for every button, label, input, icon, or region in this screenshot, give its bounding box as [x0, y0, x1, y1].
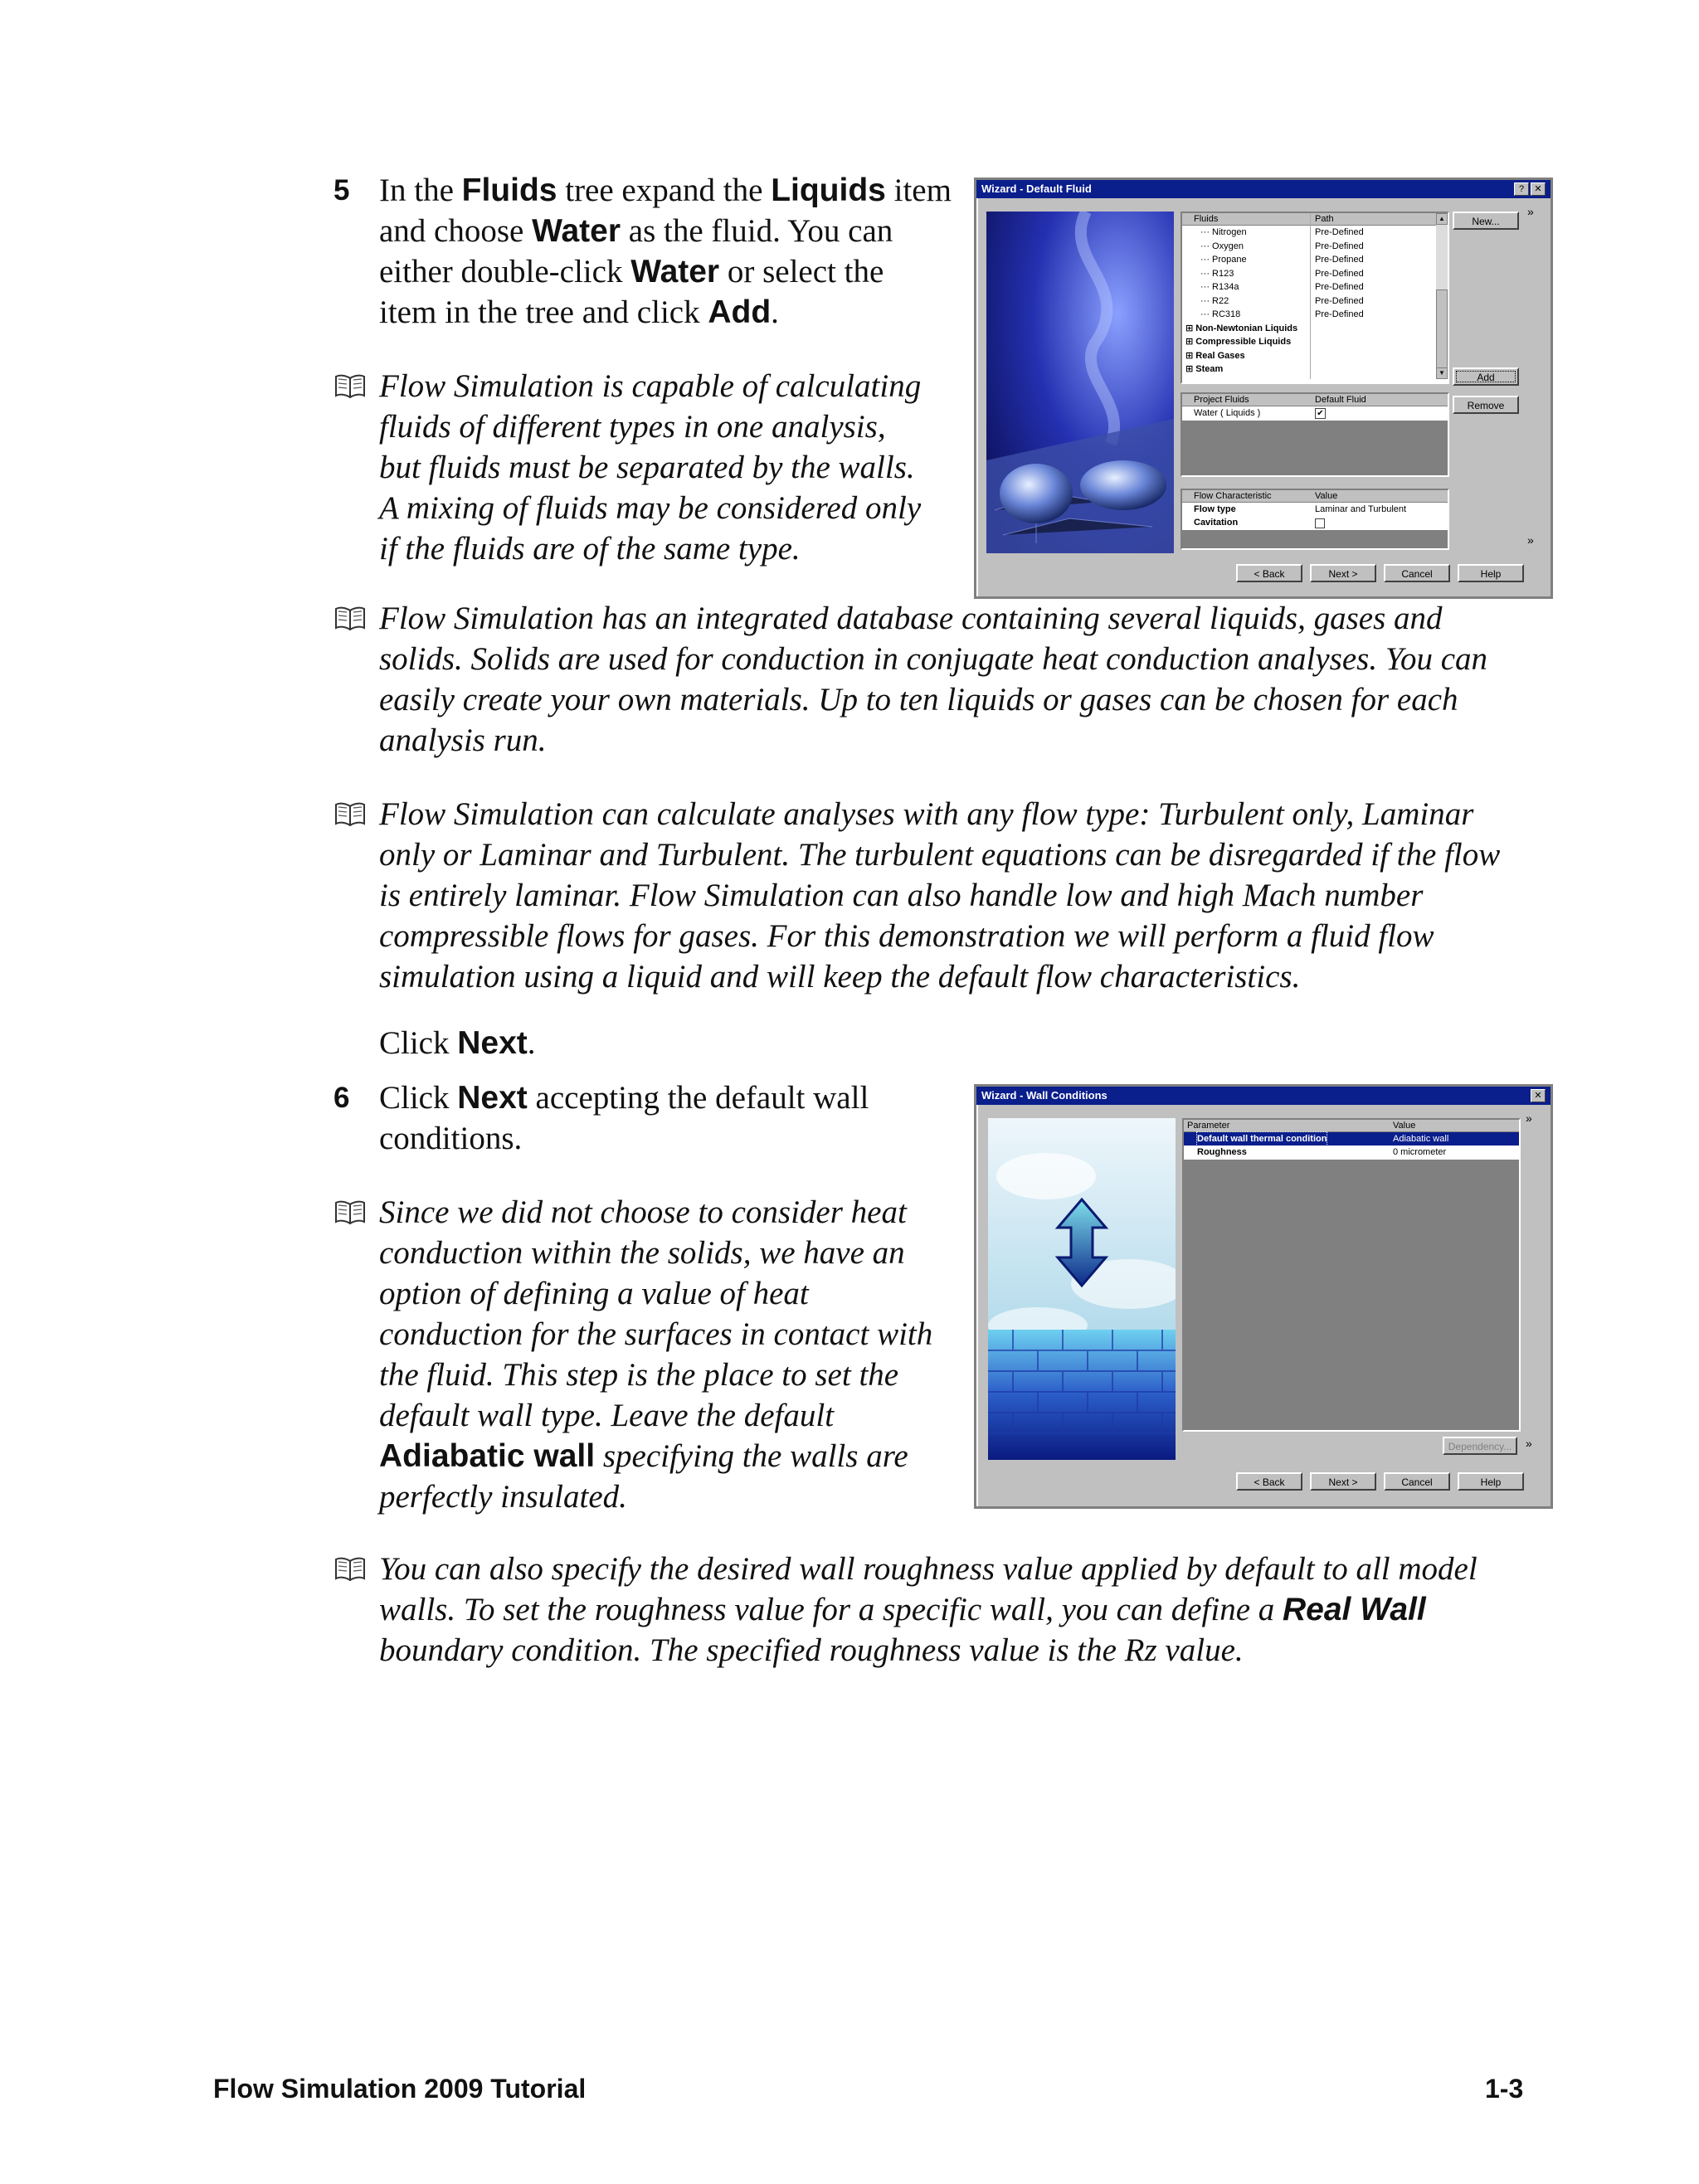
expand-icon[interactable]: »: [1526, 1437, 1532, 1450]
expand-icon[interactable]: »: [1526, 1111, 1532, 1125]
dialog-title: Wizard - Default Fluid: [976, 180, 1551, 198]
cavitation-checkbox: [1315, 518, 1325, 528]
cancel-button[interactable]: Cancel: [1384, 564, 1450, 582]
fluid-tree-item[interactable]: ··· RC318 Pre-Defined: [1200, 309, 1364, 319]
step-number: 5: [333, 174, 350, 207]
flow-characteristic-row[interactable]: Flow type Laminar and Turbulent: [1194, 504, 1407, 514]
wizard-wall-conditions-dialog: [974, 1084, 1553, 1509]
wizard-default-fluid-dialog: [974, 178, 1553, 599]
step-6-text: Click Next accepting the default wall conditions.: [379, 1080, 869, 1156]
wall-parameter-row[interactable]: Default wall thermal condition Adiabatic wall: [1184, 1132, 1519, 1146]
add-button[interactable]: Add: [1453, 367, 1519, 386]
cancel-button[interactable]: Cancel: [1384, 1472, 1450, 1491]
help-title-button[interactable]: ?: [1514, 182, 1529, 196]
flow-characteristic-row[interactable]: Cavitation: [1182, 516, 1448, 529]
note-capable-fluids: Flow Simulation is capable of calculating fluids of different types in one analysis, but fluids must be separated by the walls. A mixing of fluids may be considered only if the fluids are of the same type.: [379, 368, 922, 567]
next-button[interactable]: Next >: [1310, 1472, 1376, 1491]
fluids-scrollbar[interactable]: ▲ ▼: [1436, 213, 1448, 379]
wall-parameters-table[interactable]: Parameter Value Default wall thermal condition Adiabatic wall Roughness 0 micrometer: [1182, 1118, 1521, 1432]
book-icon: [334, 374, 366, 403]
default-fluid-checkbox: ✔: [1315, 408, 1326, 419]
note-wall-roughness: You can also specify the desired wall roughness value applied by default to all model walls. To set the roughness value for a specific wall, you can define a Real Wall boundary condition. The specified roughness value is the Rz value.: [379, 1551, 1477, 1668]
fluid-tree-item[interactable]: ··· Nitrogen Pre-Defined: [1200, 227, 1364, 237]
footer-title: Flow Simulation 2009 Tutorial: [213, 2074, 587, 2104]
dependency-button[interactable]: Dependency...: [1443, 1437, 1517, 1455]
wall-parameter-row[interactable]: Roughness 0 micrometer: [1197, 1147, 1447, 1157]
new-button[interactable]: New...: [1453, 212, 1519, 230]
step-number: 6: [333, 1082, 350, 1114]
project-fluids-list[interactable]: Project Fluids Default Fluid Water ( Liquids ) ✔: [1181, 392, 1449, 477]
wizard-image: [988, 1118, 1176, 1460]
dialog-title: Wizard - Wall Conditions: [976, 1087, 1551, 1105]
book-icon: [334, 802, 366, 831]
flow-characteristics-list[interactable]: Flow Characteristic Value Flow type Laminar and Turbulent Cavitation: [1181, 489, 1449, 550]
fluid-tree-item[interactable]: ⊞ Real Gases: [1185, 350, 1245, 361]
fluids-tree-header: Fluids Path: [1182, 213, 1436, 226]
expand-icon[interactable]: »: [1527, 205, 1534, 218]
close-title-button[interactable]: ✕: [1531, 182, 1546, 196]
fluid-tree-item[interactable]: ⊞ Compressible Liquids: [1185, 337, 1292, 347]
step-5-text: In the Fluids tree expand the Liquids item and choose Water as the fluid. You can either double-click Water or select the item in the tree and click Add.: [379, 173, 952, 330]
fluid-tree-item[interactable]: ··· R123 Pre-Defined: [1200, 268, 1364, 279]
project-fluid-row[interactable]: Water ( Liquids ) ✔: [1182, 406, 1448, 420]
book-icon: [334, 606, 366, 635]
book-icon: [334, 1557, 366, 1586]
close-title-button[interactable]: ✕: [1531, 1089, 1546, 1102]
book-icon: [334, 1200, 366, 1229]
fluid-tree-item[interactable]: ··· R134a Pre-Defined: [1200, 282, 1364, 292]
note-integrated-database: Flow Simulation has an integrated database containing several liquids, gases and solids. Solids are used for conduction in conjugate heat conduction analyses. You can easily create your own materials. Up to ten liquids or gases can be chosen for each analysis run.: [379, 601, 1487, 758]
help-button[interactable]: Help: [1458, 1472, 1524, 1491]
fluid-tree-item[interactable]: ⊞ Non-Newtonian Liquids: [1185, 323, 1298, 333]
page-number: 1-3: [1485, 2074, 1524, 2104]
note-heat-conduction: Since we did not choose to consider heat conduction within the solids, we have an option of defining a value of heat conduction for the surfaces in contact with the fluid. This step is the place to set the default wall type. Leave the default Adiabatic wall specifying the walls are perfectly insulated.: [379, 1194, 933, 1515]
fluid-tree-item[interactable]: ⊞ Steam: [1185, 364, 1224, 374]
fluid-tree-item[interactable]: ··· R22 Pre-Defined: [1200, 295, 1364, 306]
click-next-instruction: Click Next.: [379, 1025, 536, 1061]
fluids-tree[interactable]: [1181, 212, 1449, 384]
wizard-image: [986, 212, 1174, 553]
expand-icon[interactable]: »: [1527, 533, 1534, 547]
fluid-tree-item[interactable]: ··· Oxygen Pre-Defined: [1200, 241, 1364, 251]
back-button[interactable]: < Back: [1236, 1472, 1302, 1491]
remove-button[interactable]: Remove: [1453, 396, 1519, 414]
note-flow-types: Flow Simulation can calculate analyses with any flow type: Turbulent only, Laminar only or Laminar and Turbulent. The turbulent equations can be disregarded if the flow is entirely laminar. Flow Simulation can also handle low and high Mach number compressible flows for gases. For this demonstration we will perform a fluid flow simulation using a liquid and will keep the default flow characteristics.: [379, 796, 1501, 995]
help-button[interactable]: Help: [1458, 564, 1524, 582]
back-button[interactable]: < Back: [1236, 564, 1302, 582]
fluid-tree-item[interactable]: ··· Propane Pre-Defined: [1200, 255, 1364, 265]
next-button[interactable]: Next >: [1310, 564, 1376, 582]
